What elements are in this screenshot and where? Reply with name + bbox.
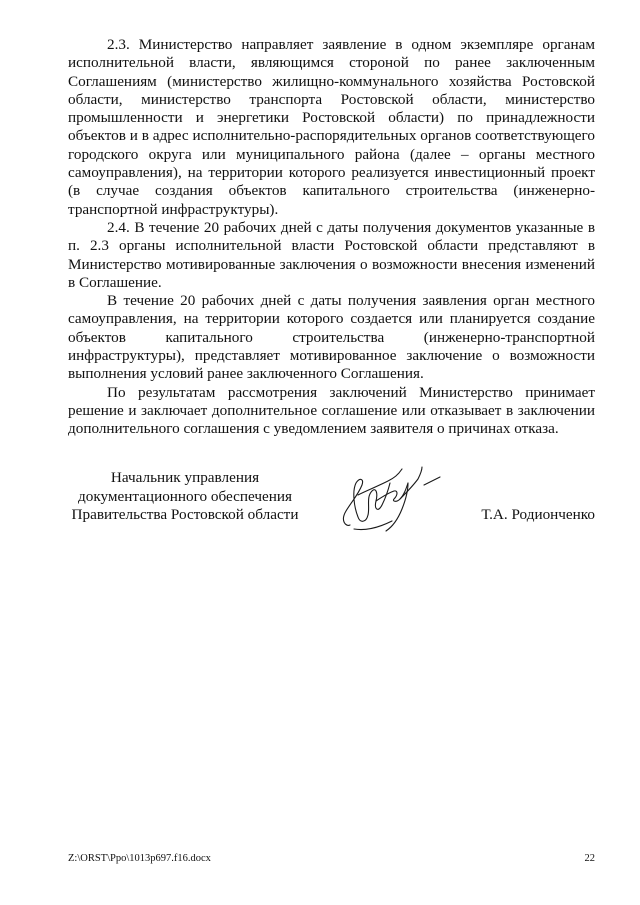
- paragraph-2-3: 2.3. Министерство направляет заявление в одном экземпляре органам исполнительной власти, являющимся стороной по ранее заключенным Соглашениям (министерство жилищно-коммунального хозяйства Ростовской области, министерство транспорта Ростовской области, министерство промышленности и энергетики Ростовской области) по принадлежности объектов и в адрес исполнительно-распорядительных органов соответствующего городского округа или муниципального района (далее – органы местного самоуправления), на территории которого реализуется инвестиционный проект (в случае создания объектов капитального строительства (инженерно-транспортной инфраструктуры).: [68, 36, 595, 218]
- signatory-title-line: документационного обеспечения: [78, 487, 292, 505]
- document-body: [68, 36, 595, 439]
- paragraph-2-4: 2.4. В течение 20 рабочих дней с даты получения документов указанные в п. 2.3 органы исполнительной власти Ростовской области представляют в Министерство мотивированные заключения о возможности внесения изменений в Соглашение.: [68, 218, 595, 291]
- footer-file-path: Z:\ORST\Ppo\1013p697.f16.docx: [68, 853, 211, 864]
- signature-block: [68, 467, 595, 547]
- signatory-name: Т.А. Родионченко: [481, 506, 595, 523]
- signatory-title: [68, 469, 302, 525]
- paragraph-local-government: В течение 20 рабочих дней с даты получения заявления орган местного самоуправления, на территории которого создается или планируется создание объектов капитального строительства (инженерно-транспортной инфраструктуры), представляет мотивированное заключение о возможности выполнения условий ранее заключенного Соглашения.: [68, 292, 595, 383]
- handwritten-signature-icon: [336, 461, 456, 537]
- signatory-title-line: Начальник управления: [110, 469, 260, 486]
- paragraph-results: По результатам рассмотрения заключений Министерство принимает решение и заключает дополнительное соглашение или отказывает в заключении дополнительного соглашения с уведомлением заявителя о причинах отказа.: [68, 383, 595, 438]
- page-number: 22: [584, 853, 595, 864]
- signatory-title-line: Правительства Ростовской области: [71, 506, 299, 524]
